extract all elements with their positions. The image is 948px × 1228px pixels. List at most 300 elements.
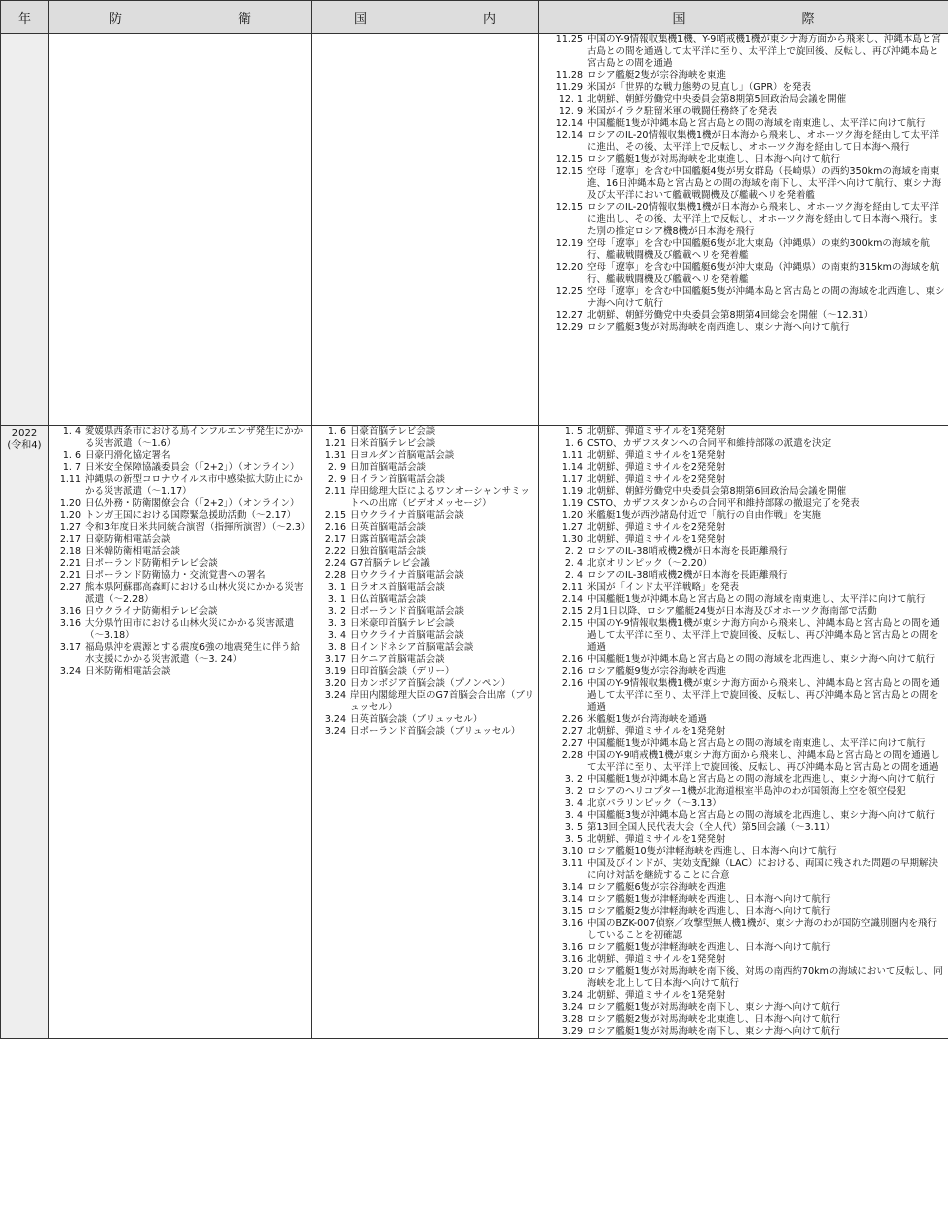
entry-date: 1.20 <box>561 510 583 521</box>
entry-text: トンガ王国における国際緊急援助活動（〜2.17） <box>85 510 297 521</box>
entry-text: ロシア艦艇2隻が津軽海峡を西進し、日本海へ向けて航行 <box>587 906 831 917</box>
entry-text: 北朝鮮、朝鮮労働党中央委員会第8期第4回総会を開催（〜12.31） <box>587 310 874 321</box>
entry-date: 3. 2 <box>327 606 346 617</box>
list-item <box>539 238 948 262</box>
entry-text: 日豪防衛相電話会談 <box>85 534 171 545</box>
entry-date: 1.20 <box>59 510 81 521</box>
entry-date: 1.21 <box>324 438 346 449</box>
entry-date: 3.20 <box>561 966 583 977</box>
entry-date: 3.28 <box>561 1014 583 1025</box>
list-item <box>539 558 948 570</box>
entry-text: ロシア艦艇10隻が津軽海峡を西進し、日本海へ向けて航行 <box>587 846 837 857</box>
entry-date: 2.14 <box>561 594 583 605</box>
entry-date: 3.24 <box>324 714 346 725</box>
entry-text: ロシア艦艇1隻が対馬海峡を北東進し、日本海へ向けて航行 <box>587 154 841 165</box>
entry-date: 3.16 <box>561 942 583 953</box>
list-item <box>312 678 538 690</box>
entry-date: 1. 6 <box>327 426 346 437</box>
entry-date: 12.14 <box>555 130 583 141</box>
entry-text: 中国のBZK-007偵察／攻撃型無人機1機が、東シナ海のわが国防空識別圏内を飛行していることを初確認 <box>587 918 937 941</box>
entry-text: 中国のY-9情報収集機1機、Y-9哨戒機1機が東シナ海方面から飛来し、沖縄本島と宮古島との間を通過して太平洋に至り、太平洋上で旋回後、反転し、再び沖縄本島と宮古島との間を通過 <box>587 34 941 69</box>
list-item <box>312 714 538 726</box>
list-item <box>312 546 538 558</box>
entry-date: 2.11 <box>561 582 583 593</box>
entry-text: 日ウクライナ防衛相テレビ会談 <box>85 606 218 617</box>
list-item <box>539 438 948 450</box>
entry-text: 中国艦艇3隻が沖縄本島と宮古島との間の海域を北西進し、東シナ海へ向けて航行 <box>587 810 936 821</box>
list-item <box>312 534 538 546</box>
entry-text: ロシア艦艇6隻が宗谷海峡を西進 <box>587 882 727 893</box>
entry-text: 北京オリンピック（〜2.20） <box>587 558 713 569</box>
list-item <box>49 618 311 642</box>
entry-text: 北朝鮮、弾道ミサイルを1発発射 <box>587 834 726 845</box>
entry-text: 大分県竹田市における山林火災にかかる災害派遣（〜3.18） <box>85 618 295 641</box>
list-item <box>539 474 948 486</box>
entry-text: 日ポーランド首脳会談（ブリュッセル） <box>350 726 521 737</box>
entry-date: 12.15 <box>555 154 583 165</box>
entry-date: 3. 4 <box>327 630 346 641</box>
entry-date: 12.14 <box>555 118 583 129</box>
entry-date: 2.17 <box>324 534 346 545</box>
defense-list-2022 <box>49 426 311 678</box>
list-item <box>312 522 538 534</box>
entry-text: 日英首脳会談（ブリュッセル） <box>350 714 483 725</box>
list-item <box>312 726 538 738</box>
entry-text: 北京パラリンピック（〜3.13） <box>587 798 722 809</box>
entry-date: 12.20 <box>555 262 583 273</box>
list-item <box>49 582 311 606</box>
entry-date: 1.31 <box>324 450 346 461</box>
list-item <box>539 426 948 438</box>
entry-date: 1.14 <box>561 462 583 473</box>
list-item <box>312 438 538 450</box>
list-item <box>539 118 948 130</box>
list-item <box>539 786 948 798</box>
defense-cell-prev <box>49 34 312 426</box>
list-item <box>539 486 948 498</box>
entry-text: 日印首脳会談（デリー） <box>350 666 455 677</box>
entry-date: 2.16 <box>324 522 346 533</box>
entry-text: G7首脳テレビ会議 <box>350 558 430 569</box>
entry-date: 3.16 <box>561 918 583 929</box>
entry-date: 3.16 <box>59 618 81 629</box>
entry-date: 3.24 <box>324 690 346 701</box>
entry-text: 日ラオス首脳電話会談 <box>350 582 445 593</box>
list-item <box>539 154 948 166</box>
list-item <box>49 474 311 498</box>
entry-text: 熊本県阿蘇郡高森町における山林火災にかかる災害派遣（〜2.28） <box>85 582 304 605</box>
entry-date: 3. 2 <box>564 774 583 785</box>
entry-date: 3.16 <box>561 954 583 965</box>
entry-date: 12.15 <box>555 202 583 213</box>
entry-text: 令和3年度日米共同統合演習（指揮所演習）（〜2.3） <box>85 522 311 533</box>
list-item <box>539 714 948 726</box>
entry-date: 3. 4 <box>564 798 583 809</box>
list-item <box>49 510 311 522</box>
entry-text: 日ヨルダン首脳電話会談 <box>350 450 455 461</box>
header-row <box>1 1 948 34</box>
list-item <box>539 954 948 966</box>
list-item <box>49 546 311 558</box>
entry-date: 12.25 <box>555 286 583 297</box>
entry-date: 3. 1 <box>327 594 346 605</box>
entry-date: 3.16 <box>59 606 81 617</box>
list-item <box>49 522 311 534</box>
entry-date: 2. 4 <box>564 570 583 581</box>
entry-text: 北朝鮮、弾道ミサイルを1発発射 <box>587 990 726 1001</box>
domestic-cell-prev <box>312 34 539 426</box>
entry-text: 愛媛県西条市における鳥インフルエンザ発生にかかる災害派遣（〜1.6） <box>85 426 304 449</box>
year-label: 2022 <box>11 428 38 439</box>
entry-date: 3.17 <box>59 642 81 653</box>
entry-date: 1.27 <box>59 522 81 533</box>
entry-date: 1.19 <box>561 498 583 509</box>
list-item <box>539 606 948 618</box>
list-item <box>539 738 948 750</box>
entry-text: 沖縄県の新型コロナウイルス市中感染拡大防止にかかる災害派遣（〜1.17） <box>85 474 303 497</box>
era-label: (令和4) <box>7 440 42 451</box>
list-item <box>539 130 948 154</box>
entry-date: 2. 2 <box>564 546 583 557</box>
entry-date: 2.21 <box>59 570 81 581</box>
list-item <box>312 510 538 522</box>
list-item <box>539 262 948 286</box>
row-2022 <box>1 426 948 1039</box>
year-cell-prev <box>1 34 49 426</box>
international-cell-2022 <box>539 426 948 1039</box>
list-item <box>539 82 948 94</box>
list-item <box>539 666 948 678</box>
entry-date: 3. 3 <box>327 618 346 629</box>
entry-date: 12. 1 <box>558 94 583 105</box>
list-item <box>312 666 538 678</box>
entry-text: 北朝鮮、朝鮮労働党中央委員会第8期第6回政治局会議を開催 <box>587 486 847 497</box>
list-item <box>312 690 538 714</box>
entry-text: 日豪首脳テレビ会談 <box>350 426 436 437</box>
entry-text: 日ウクライナ首脳電話会談 <box>350 570 464 581</box>
entry-date: 2.16 <box>561 654 583 665</box>
entry-text: 米艦艇1隻が台湾海峡を通過 <box>587 714 708 725</box>
entry-text: 日ケニア首脳電話会談 <box>350 654 445 665</box>
entry-date: 2. 4 <box>564 558 583 569</box>
entry-date: 2.22 <box>324 546 346 557</box>
defense-cell-2022 <box>49 426 312 1039</box>
entry-text: 岸田総理大臣によるワンオーシャンサミットへの出席（ビデオメッセージ） <box>350 486 530 509</box>
entry-date: 3. 1 <box>327 582 346 593</box>
entry-date: 1.19 <box>561 486 583 497</box>
entry-text: 福島県沖を震源とする震度6強の地震発生に伴う給水支援にかかる災害派遣（〜3. 24） <box>85 642 301 665</box>
list-item <box>539 798 948 810</box>
entry-text: 日米韓防衛相電話会談 <box>85 546 181 557</box>
entry-date: 2.24 <box>324 558 346 569</box>
entry-text: 中国艦艇1隻が沖縄本島と宮古島との間の海域を南東進し、太平洋に向けて航行 <box>587 738 926 749</box>
list-item <box>539 942 948 954</box>
entry-date: 3. 2 <box>564 786 583 797</box>
header-defense: 防 衛 <box>49 1 312 34</box>
list-item <box>539 94 948 106</box>
entry-text: ロシア艦艇9隻が宗谷海峡を西進 <box>587 666 727 677</box>
list-item <box>539 450 948 462</box>
entry-text: 岸田内閣総理大臣のG7首脳会合出席（ブリュッセル） <box>350 690 535 713</box>
entry-text: 日インドネシア首脳電話会談 <box>350 642 474 653</box>
entry-text: ロシアのヘリコプター1機が北海道根室半島沖のわが国領海上空を領空侵犯 <box>587 786 906 797</box>
entry-date: 3.24 <box>59 666 81 677</box>
entry-date: 2.16 <box>561 666 583 677</box>
list-item <box>49 534 311 546</box>
list-item <box>539 498 948 510</box>
entry-text: 空母「遼寧」を含む中国艦艇4隻が男女群島（長崎県）の西約350kmの海域を南東進、16日沖縄本島と宮古島との間の海域を南下し、太平洋へ向けて航行、東シナ海及び太平洋において艦載戦闘機及び艦載ヘリを発着艦 <box>587 166 942 201</box>
entry-text: 北朝鮮、弾道ミサイルを1発発射 <box>587 954 726 965</box>
entry-text: 日ポーランド防衛相テレビ会談 <box>85 558 218 569</box>
list-item <box>312 618 538 630</box>
entry-date: 3.29 <box>561 1026 583 1037</box>
entry-text: 北朝鮮、弾道ミサイルを1発発射 <box>587 534 726 545</box>
list-item <box>539 310 948 322</box>
list-item <box>539 678 948 714</box>
entry-text: 米国がイラク駐留米軍の戦闘任務終了を発表 <box>587 106 778 117</box>
entry-text: 中国艦艇1隻が沖縄本島と宮古島との間の海域を北西進し、東シナ海へ向けて航行 <box>587 654 936 665</box>
list-item <box>312 462 538 474</box>
entry-text: 北朝鮮、弾道ミサイルを1発発射 <box>587 450 726 461</box>
entry-date: 1.17 <box>561 474 583 485</box>
entry-date: 3. 5 <box>564 822 583 833</box>
international-cell-prev <box>539 34 948 426</box>
entry-text: 中国艦艇1隻が沖縄本島と宮古島との間の海域を南東進し、太平洋に向けて航行 <box>587 118 926 129</box>
entry-text: ロシアのIL-38哨戒機2機が日本海を長距離飛行 <box>587 546 788 557</box>
entry-date: 1. 6 <box>62 450 81 461</box>
entry-date: 3.11 <box>561 858 583 869</box>
entry-text: 日ウクライナ首脳電話会談 <box>350 630 464 641</box>
list-item <box>312 426 538 438</box>
entry-text: 日豪円滑化協定署名 <box>85 450 171 461</box>
entry-text: 日ポーランド首脳電話会談 <box>350 606 465 617</box>
list-item <box>539 906 948 918</box>
entry-text: 米国が「世界的な戦力態勢の見直し」（GPR）を発表 <box>587 82 811 93</box>
entry-date: 3.19 <box>324 666 346 677</box>
entry-text: 日独首脳電話会談 <box>350 546 427 557</box>
entry-text: 中国のY-9哨戒機1機が東シナ海方面から飛来し、沖縄本島と宮古島との間を通過して太平洋に至り、太平洋上で旋回後、反転し、再び沖縄本島と宮古島との間を通過 <box>587 750 940 773</box>
entry-date: 1. 4 <box>62 426 81 437</box>
entry-text: 空母「遼寧」を含む中国艦艇5隻が沖縄本島と宮古島との間の海域を北西進し、東シナ海へ向けて航行 <box>587 286 945 309</box>
list-item <box>539 822 948 834</box>
entry-text: ロシア艦艇2隻が宗谷海峡を東進 <box>587 70 727 81</box>
list-item <box>539 462 948 474</box>
entry-date: 1.30 <box>561 534 583 545</box>
list-item <box>539 1026 948 1038</box>
list-item <box>539 858 948 882</box>
entry-date: 12.19 <box>555 238 583 249</box>
list-item <box>312 570 538 582</box>
entry-date: 1.11 <box>59 474 81 485</box>
entry-text: 日ウクライナ首脳電話会談 <box>350 510 464 521</box>
entry-date: 3.14 <box>561 894 583 905</box>
list-item <box>539 570 948 582</box>
list-item <box>312 630 538 642</box>
entry-text: ロシア艦艇3隻が対馬海峡を南西進し、東シナ海へ向けて航行 <box>587 322 850 333</box>
list-item <box>539 882 948 894</box>
entry-text: 日米首脳テレビ会談 <box>350 438 436 449</box>
list-item <box>49 462 311 474</box>
list-item <box>312 606 538 618</box>
entry-date: 3.14 <box>561 882 583 893</box>
entry-date: 2.26 <box>561 714 583 725</box>
entry-text: 空母「遼寧」を含む中国艦艇6隻が沖大東島（沖縄県）の南東約315kmの海域を航行、艦載戦闘機及び艦載ヘリを発着艦 <box>587 262 940 285</box>
entry-text: ロシア艦艇1隻が対馬海峡を南下し、東シナ海へ向けて航行 <box>587 1026 841 1037</box>
list-item <box>539 774 948 786</box>
entry-text: ロシア艦艇1隻が対馬海峡を南下し、東シナ海へ向けて航行 <box>587 1002 841 1013</box>
list-item <box>539 34 948 70</box>
entry-text: ロシアのIL-38哨戒機2機が日本海を長距離飛行 <box>587 570 788 581</box>
entry-text: 日英首脳電話会談 <box>350 522 427 533</box>
list-item <box>49 498 311 510</box>
entry-date: 3.20 <box>324 678 346 689</box>
list-item <box>539 202 948 238</box>
list-item <box>539 654 948 666</box>
entry-date: 11.29 <box>555 82 583 93</box>
list-item <box>539 834 948 846</box>
entry-date: 3.10 <box>561 846 583 857</box>
header-domestic: 国 内 <box>312 1 539 34</box>
entry-date: 3. 8 <box>327 642 346 653</box>
list-item <box>49 666 311 678</box>
list-item <box>539 286 948 310</box>
entry-date: 11.25 <box>555 34 583 45</box>
entry-date: 2. 9 <box>327 474 346 485</box>
entry-date: 2. 9 <box>327 462 346 473</box>
entry-date: 2.27 <box>561 726 583 737</box>
entry-text: ロシアのIL-20情報収集機1機が日本海から飛来し、オホーツク海を経由して太平洋に進出、その後、太平洋上で反転し、オホーツク海を経由して日本海へ飛行 <box>587 130 940 153</box>
list-item <box>539 918 948 942</box>
entry-text: 中国艦艇1隻が沖縄本島と宮古島との間の海域を北西進し、東シナ海へ向けて航行 <box>587 774 936 785</box>
entry-date: 12.15 <box>555 166 583 177</box>
list-item <box>539 106 948 118</box>
entry-date: 2.17 <box>59 534 81 545</box>
list-item <box>539 582 948 594</box>
entry-date: 2.27 <box>561 738 583 749</box>
list-item <box>49 642 311 666</box>
entry-text: 中国艦艇1隻が沖縄本島と宮古島との間の海域を南東進し、太平洋に向けて航行 <box>587 594 926 605</box>
entry-date: 1. 6 <box>564 438 583 449</box>
list-item <box>539 322 948 334</box>
entry-text: 第13回全国人民代表大会（全人代）第5回会議（〜3.11） <box>587 822 836 833</box>
entry-date: 1. 7 <box>62 462 81 473</box>
entry-text: 日カンボジア首脳会談（プノンペン） <box>350 678 511 689</box>
entry-text: ロシア艦艇1隻が津軽海峡を西進し、日本海へ向けて航行 <box>587 894 831 905</box>
entry-date: 2.15 <box>324 510 346 521</box>
list-item <box>539 750 948 774</box>
list-item <box>539 594 948 606</box>
entry-text: 北朝鮮、弾道ミサイルを1発発射 <box>587 726 726 737</box>
list-item <box>539 1014 948 1026</box>
domestic-list-2022 <box>312 426 538 738</box>
entry-text: ロシアのIL-20情報収集機1機が日本海から飛来し、オホーツク海を経由して太平洋に進出し、その後、太平洋上で反転し、オホーツク海を経由して日本海へ飛行。また別の推定ロシア機8機が日本海を飛行 <box>587 202 940 237</box>
list-item <box>539 990 948 1002</box>
entry-text: 日米防衛相電話会談 <box>85 666 171 677</box>
entry-text: 日露首脳電話会談 <box>350 534 427 545</box>
entry-date: 2.27 <box>59 582 81 593</box>
list-item <box>539 546 948 558</box>
entry-date: 3.17 <box>324 654 346 665</box>
entry-text: ロシア艦艇1隻が対馬海峡を南下後、対馬の南西約70kmの海域において反転し、同海峡を北上して日本海へ向けて航行 <box>587 966 943 989</box>
entry-date: 11.28 <box>555 70 583 81</box>
entry-text: ロシア艦艇2隻が対馬海峡を北東進し、日本海へ向けて航行 <box>587 1014 841 1025</box>
list-item <box>539 810 948 822</box>
entry-date: 12.29 <box>555 322 583 333</box>
entry-text: CSTO、カザフスタンへの合同平和維持部隊の派遣を決定 <box>587 438 832 449</box>
entry-text: 日加首脳電話会談 <box>350 462 427 473</box>
entry-text: 中国のY-9情報収集機1機が東シナ海方面から飛来し、沖縄本島と宮古島との間を通過して太平洋に至り、太平洋上で旋回後、反転し、再び沖縄本島と宮古島との間を通過 <box>587 678 940 713</box>
entry-text: 米国が「インド太平洋戦略」を発表 <box>587 582 740 593</box>
entry-date: 3. 5 <box>564 834 583 845</box>
list-item <box>49 450 311 462</box>
entry-text: 中国のY-9情報収集機1機が東シナ海方向から飛来し、沖縄本島と宮古島との間を通過して太平洋に至り、太平洋上で旋回後、反転し、再び沖縄本島と宮古島との間を通過 <box>587 618 940 653</box>
list-item <box>539 522 948 534</box>
header-year: 年 <box>1 1 49 34</box>
entry-date: 2.28 <box>324 570 346 581</box>
entry-text: 北朝鮮、弾道ミサイルを2発発射 <box>587 522 726 533</box>
list-item <box>539 510 948 522</box>
entry-date: 2.11 <box>324 486 346 497</box>
entry-date: 3.15 <box>561 906 583 917</box>
list-item <box>539 846 948 858</box>
entry-text: 中国及びインドが、実効支配線（LAC）における、両国に残された問題の早期解決に向け対話を継続することに合意 <box>587 858 938 881</box>
domestic-cell-2022 <box>312 426 539 1039</box>
entry-text: ロシア艦艇1隻が津軽海峡を西進し、日本海へ向けて航行 <box>587 942 831 953</box>
list-item <box>312 474 538 486</box>
list-item <box>539 966 948 990</box>
list-item <box>312 486 538 510</box>
entry-date: 12. 9 <box>558 106 583 117</box>
entry-date: 1.11 <box>561 450 583 461</box>
entry-date: 3. 4 <box>564 810 583 821</box>
entry-date: 1. 5 <box>564 426 583 437</box>
entry-text: 米艦艇1隻が西沙諸島付近で「航行の自由作戦」を実施 <box>587 510 822 521</box>
list-item <box>539 618 948 654</box>
entry-date: 3.24 <box>324 726 346 737</box>
entry-date: 2.28 <box>561 750 583 761</box>
entry-date: 2.15 <box>561 606 583 617</box>
international-list-2022 <box>539 426 948 1038</box>
entry-text: 日イラン首脳電話会談 <box>350 474 446 485</box>
list-item <box>312 558 538 570</box>
list-item <box>539 70 948 82</box>
entry-text: 日ポーランド防衛協力・交流覚書への署名 <box>85 570 266 581</box>
entry-date: 2.21 <box>59 558 81 569</box>
entry-text: 日米安全保障協議委員会（「2+2」）（オンライン） <box>85 462 300 473</box>
list-item <box>312 450 538 462</box>
entry-text: 北朝鮮、弾道ミサイルを2発発射 <box>587 474 726 485</box>
list-item <box>312 594 538 606</box>
list-item <box>49 570 311 582</box>
list-item <box>539 166 948 202</box>
entry-text: 日仏外務・防衛閣僚会合（「2+2」）（オンライン） <box>85 498 300 509</box>
entry-text: 北朝鮮、弾道ミサイルを2発発射 <box>587 462 726 473</box>
entry-text: CSTO、カザフスタンからの合同平和維持部隊の撤退完了を発表 <box>587 498 860 509</box>
entry-date: 2.18 <box>59 546 81 557</box>
list-item <box>539 726 948 738</box>
list-item <box>539 1002 948 1014</box>
header-international: 国 際 <box>539 1 948 34</box>
row-2021-continued <box>1 34 948 426</box>
list-item <box>312 642 538 654</box>
entry-text: 日仏首脳電話会談 <box>350 594 427 605</box>
list-item <box>539 534 948 546</box>
entry-date: 1.20 <box>59 498 81 509</box>
international-list-prev <box>539 34 948 334</box>
entry-text: 北朝鮮、弾道ミサイルを1発発射 <box>587 426 726 437</box>
entry-date: 3.24 <box>561 1002 583 1013</box>
entry-text: 2月1日以降、ロシア艦艇24隻が日本海及びオホーツク海南部で活動 <box>587 606 877 617</box>
